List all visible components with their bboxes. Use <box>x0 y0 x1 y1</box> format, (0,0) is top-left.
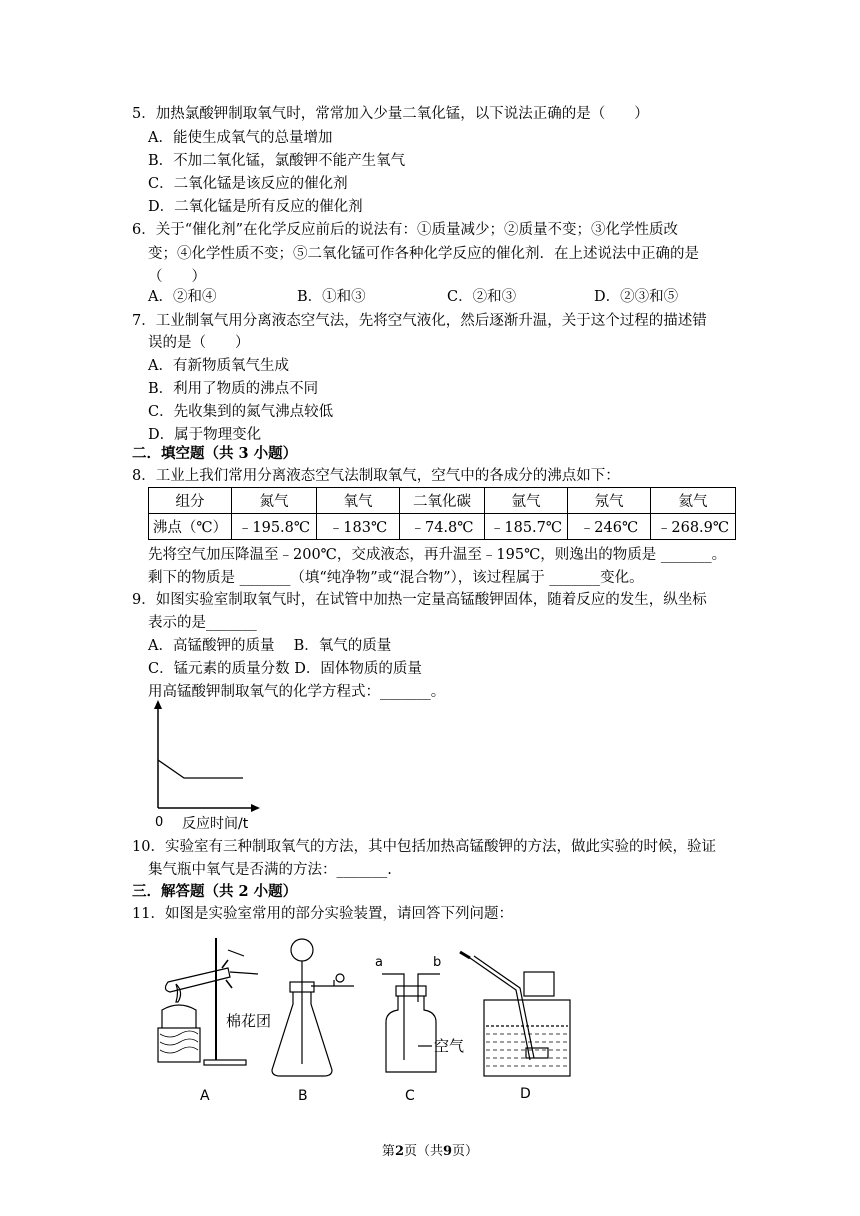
q5-option-c: C．二氧化锰是该反应的催化剂 <box>148 176 348 192</box>
apparatus-d <box>460 952 570 1102</box>
q7-stem-line2: 误的是（ ） <box>148 335 250 351</box>
footer-mid: 页（共 <box>403 1144 443 1159</box>
q8-after-line1: 先将空气加压降温至﹣200℃，交成液态，再升温至﹣195℃，则逸出的物质是 _______。 <box>148 547 727 563</box>
table-cell: ﹣268.9℃ <box>651 514 736 540</box>
footer-prefix: 第 <box>381 1144 395 1159</box>
section-answer-heading: 三．解答题（共 2 小题） <box>132 883 298 900</box>
q9-stem-line1: 9．如图实验室制取氧气时，在试管中加热一定量高锰酸钾固体，随着反应的发生，纵坐标 <box>132 592 707 608</box>
q9-options-line1: A．高锰酸钾的质量 B．氧气的质量 <box>148 638 392 654</box>
table-row <box>149 488 736 514</box>
flame-icon <box>176 984 181 1002</box>
q9-stem-line2: 表示的是_______ <box>148 615 257 631</box>
q11-stem: 11．如图是实验室常用的部分实验装置，请回答下列问题： <box>132 906 513 922</box>
footer-total-pages: 9 <box>443 1144 453 1159</box>
q6-option-a: A．②和④ <box>148 289 217 305</box>
x-axis-arrow-icon <box>251 804 260 812</box>
q9-equation-line: 用高锰酸钾制取氧气的化学方程式：_______。 <box>148 684 446 700</box>
port-a-label: a <box>375 955 383 970</box>
short-tube <box>418 974 440 1002</box>
q7-stem-line1: 7．工业制氧气用分离液态空气法，先将空气液化，然后逐渐升温，关于这个过程的描述错 <box>132 313 707 329</box>
delivery-tube <box>230 972 258 974</box>
table-cell: 沸点（℃） <box>149 514 232 540</box>
table-cell: ﹣74.8℃ <box>400 514 485 540</box>
table-cell: ﹣183℃ <box>317 514 400 540</box>
q8-stem: 8．工业上我们常用分离液态空气法制取氧气，空气中的各成分的沸点如下： <box>132 468 620 484</box>
apparatus-b <box>272 939 354 1104</box>
q5-stem: 5．加热氯酸钾制取氧气时，常常加入少量二氧化锰，以下说法正确的是（ ） <box>132 106 649 122</box>
q7-option-b: B．利用了物质的沸点不同 <box>148 381 319 397</box>
apparatus-b-label: B <box>298 1088 308 1104</box>
water-trough <box>484 1000 570 1076</box>
graph-curve <box>158 760 243 778</box>
air-label: 空气 <box>434 1037 465 1055</box>
x-axis <box>158 804 260 812</box>
q9-options-line2: C．锰元素的质量分数 D．固体物质的质量 <box>148 661 422 677</box>
footer-page-number: 2 <box>394 1144 404 1159</box>
bottle-stopper <box>396 986 426 996</box>
q7-option-c: C．先收集到的氮气沸点较低 <box>148 404 334 420</box>
q10-stem-line1: 10．实验室有三种制取氧气的方法，其中包括加热高锰酸钾的方法，做此实验的时候，验证 <box>132 839 716 855</box>
gas-bottle <box>386 996 436 1072</box>
gas-jar <box>524 972 554 996</box>
test-tube <box>165 968 230 992</box>
y-axis-arrow-icon <box>154 700 162 709</box>
wooden-block <box>158 1028 200 1062</box>
apparatus-figure <box>150 930 580 1110</box>
table-cell: 二氧化碳 <box>400 488 485 514</box>
q6-option-d: D．②③和⑤ <box>594 289 679 305</box>
apparatus-a-label: A <box>200 1088 210 1104</box>
q7-option-a: A．有新物质氧气生成 <box>148 358 289 374</box>
graph-x-label: 反应时间/t <box>182 816 249 832</box>
reaction-graph <box>148 700 278 835</box>
table-cell: 组分 <box>149 488 232 514</box>
q10-stem-line2: 集气瓶中氧气是否满的方法：_______. <box>148 862 392 878</box>
table-cell: ﹣246℃ <box>568 514 651 540</box>
apparatus-d-label: D <box>520 1086 531 1102</box>
boiling-point-table <box>148 487 736 540</box>
table-row <box>149 514 736 540</box>
page-footer <box>0 1140 860 1159</box>
table-cell: 氦气 <box>651 488 736 514</box>
y-axis <box>154 700 162 808</box>
q5-option-d: D．二氧化锰是所有反应的催化剂 <box>148 199 363 215</box>
q6-option-b: B．①和③ <box>297 289 366 305</box>
apparatus-c <box>375 955 464 1104</box>
table-cell: ﹣195.8℃ <box>232 514 317 540</box>
section-fill-in-heading: 二．填空题（共 3 小题） <box>132 445 298 462</box>
long-tube <box>382 974 404 1060</box>
delivery-tube-d <box>470 958 530 1060</box>
alcohol-lamp <box>162 1005 196 1028</box>
table-cell: 氮气 <box>232 488 317 514</box>
table-cell: 氧气 <box>317 488 400 514</box>
iron-stand-base <box>204 1060 246 1065</box>
apparatus-a <box>158 938 271 1104</box>
stopcock-icon <box>336 974 344 982</box>
q5-option-b: B．不加二氧化锰，氯酸钾不能产生氧气 <box>148 153 406 169</box>
cotton-label: 棉花团 <box>226 1012 272 1030</box>
clamp-arm <box>228 950 244 956</box>
q5-option-a: A．能使生成氧气的总量增加 <box>148 130 333 146</box>
q6-stem-line2: 变；④化学性质不变；⑤二氧化锰可作各种化学反应的催化剂．在上述说法中正确的是 <box>148 246 699 262</box>
table-cell: 氩气 <box>485 488 568 514</box>
funnel-bulb <box>291 939 313 961</box>
q6-stem-line3: （ ） <box>148 269 206 285</box>
graph-origin-label: 0 <box>155 815 164 830</box>
q6-option-c: C．②和③ <box>447 289 517 305</box>
table-cell: 氖气 <box>568 488 651 514</box>
table-cell: ﹣185.7℃ <box>485 514 568 540</box>
apparatus-c-label: C <box>405 1088 415 1104</box>
q7-option-d: D．属于物理变化 <box>148 427 262 443</box>
q8-after-line2: 剩下的物质是 _______（填“纯净物”或“混合物”），该过程属于 _______变化。 <box>148 570 644 586</box>
footer-suffix: 页） <box>452 1144 479 1159</box>
q6-stem-line1: 6．关于“催化剂”在化学反应前后的说法有：①质量减少；②质量不变；③化学性质改 <box>132 222 679 238</box>
port-b-label: b <box>433 955 442 970</box>
